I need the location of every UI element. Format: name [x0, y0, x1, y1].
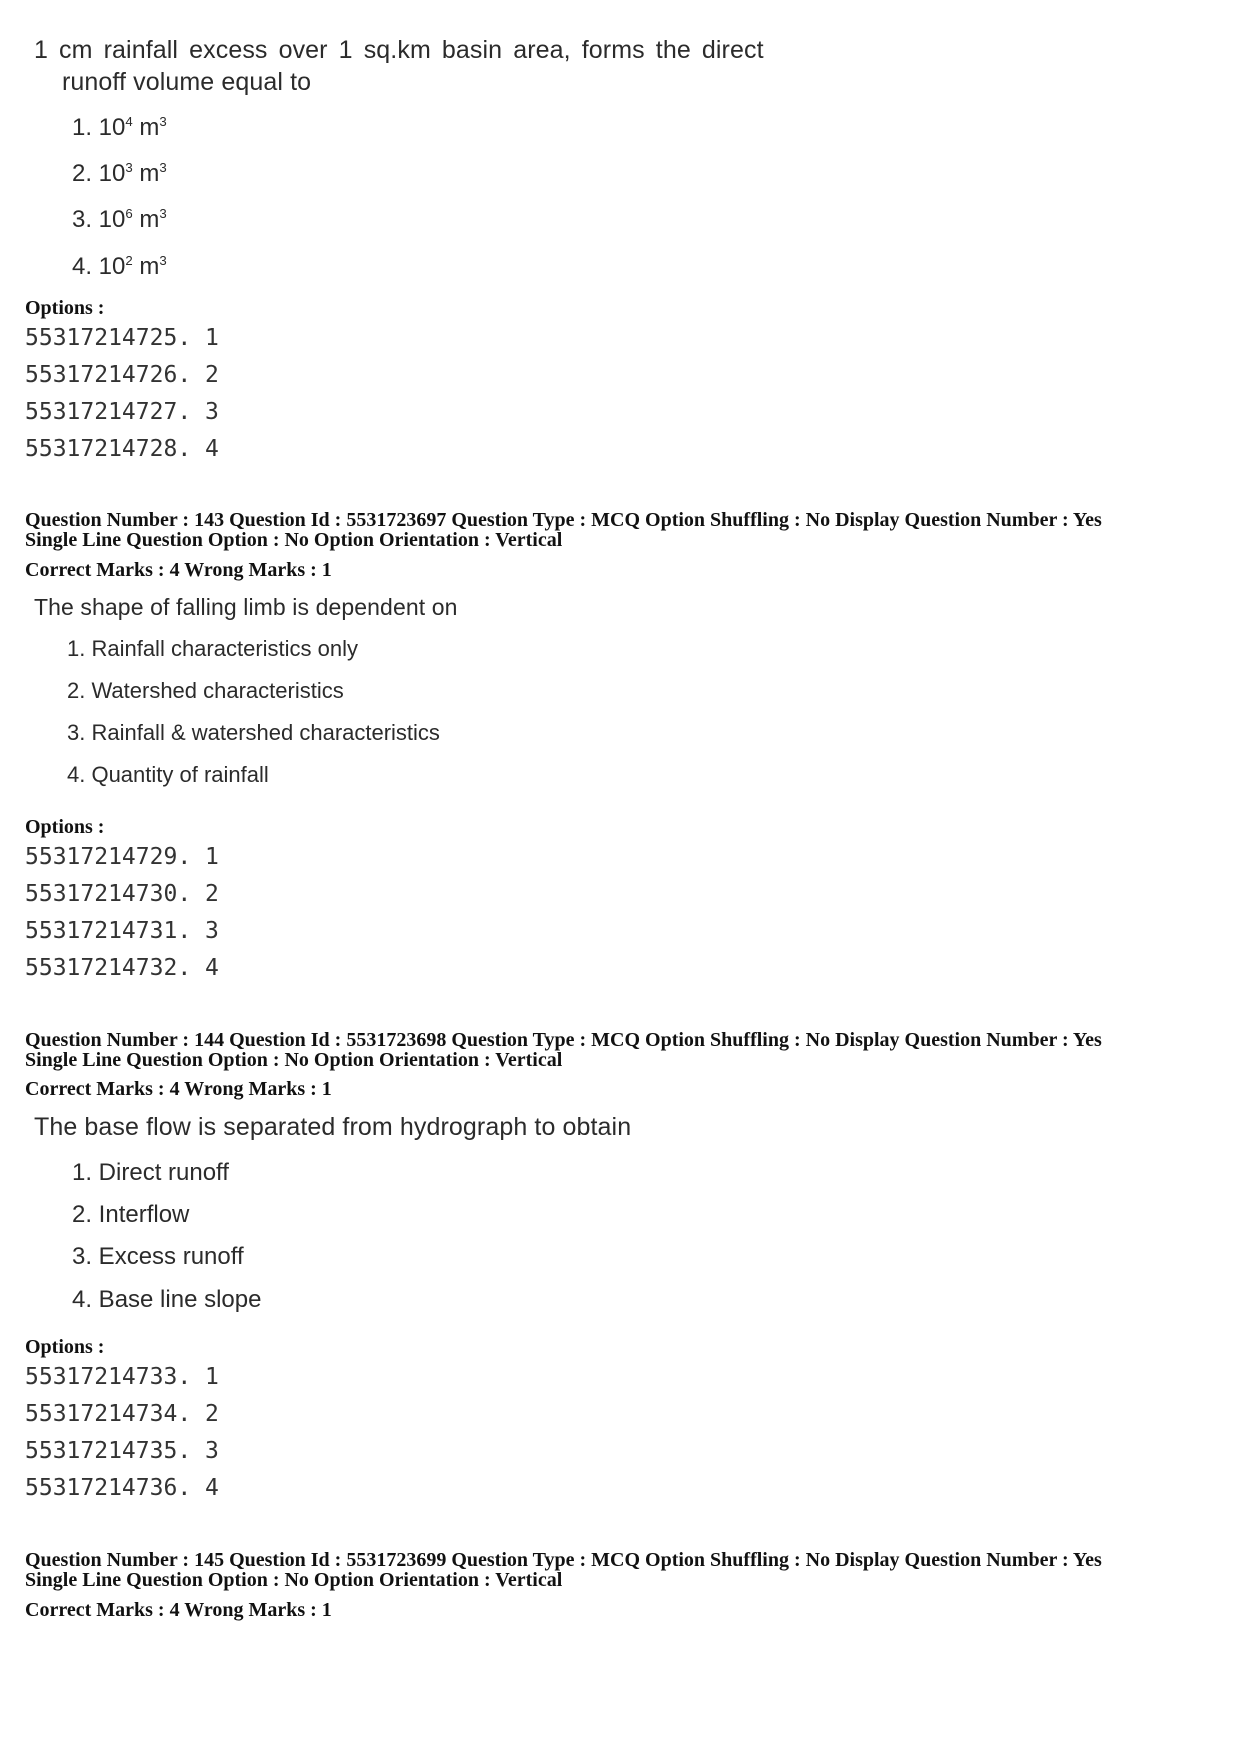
q144-meta-line2: Single Line Question Option : No Option Orientation : Vertical: [25, 1049, 563, 1071]
q143-option-1: 55317214729. 1: [25, 844, 219, 870]
q144-option-4: 55317214736. 4: [25, 1475, 219, 1501]
q142-choice-4: 4. $10^2$ $m^3$: [72, 252, 167, 280]
q143-option-4: 55317214732. 4: [25, 955, 219, 981]
q142-option-3: 55317214727. 3: [25, 399, 219, 425]
q142-choice-1: 1. $10^4$ $m^3$: [72, 113, 167, 141]
q144-choice-1: 1. Direct runoff: [72, 1159, 229, 1186]
q144-choice-3: 3. Excess runoff: [72, 1243, 244, 1270]
q144-choice-4: 4. Base line slope: [72, 1286, 262, 1313]
q145-marks: Correct Marks : 4 Wrong Marks : 1: [25, 1599, 332, 1621]
q144-option-3: 55317214735. 3: [25, 1438, 219, 1464]
q143-stem: The shape of falling limb is dependent on: [34, 594, 458, 620]
q142-stem-line2: runoff volume equal to: [62, 68, 312, 96]
q142-choice-2: 2. $10^3$ $m^3$: [72, 159, 167, 187]
q142-option-2: 55317214726. 2: [25, 362, 219, 388]
q143-options-label: Options :: [25, 816, 105, 838]
q143-choice-3: 3. Rainfall & watershed characteristics: [67, 720, 440, 745]
q143-choice-2: 2. Watershed characteristics: [67, 678, 344, 703]
q142-stem-line1: 1 cm rainfall excess over 1 sq.km basin area, forms the direct: [34, 36, 764, 64]
q144-choice-2: 2. Interflow: [72, 1201, 190, 1228]
q144-stem: The base flow is separated from hydrograph to obtain: [34, 1113, 632, 1141]
q144-option-1: 55317214733. 1: [25, 1364, 219, 1390]
q145-meta-line2: Single Line Question Option : No Option Orientation : Vertical: [25, 1569, 563, 1591]
q144-marks: Correct Marks : 4 Wrong Marks : 1: [25, 1078, 332, 1100]
q145-meta-line1: Question Number : 145 Question Id : 5531723699 Question Type : MCQ Option Shuffling : No Display Question Number : Yes: [25, 1549, 1102, 1571]
q143-choice-4: 4. Quantity of rainfall: [67, 762, 269, 787]
q142-option-4: 55317214728. 4: [25, 436, 219, 462]
q143-meta-line2: Single Line Question Option : No Option Orientation : Vertical: [25, 529, 563, 551]
q142-options-label: Options :: [25, 297, 105, 319]
q143-choice-1: 1. Rainfall characteristics only: [67, 636, 359, 661]
q143-option-2: 55317214730. 2: [25, 881, 219, 907]
q143-marks: Correct Marks : 4 Wrong Marks : 1: [25, 559, 332, 581]
q144-meta-line1: Question Number : 144 Question Id : 5531723698 Question Type : MCQ Option Shuffling : No Display Question Number : Yes: [25, 1029, 1102, 1051]
q142-option-1: 55317214725. 1: [25, 325, 219, 351]
q144-option-2: 55317214734. 2: [25, 1401, 219, 1427]
q143-option-3: 55317214731. 3: [25, 918, 219, 944]
q142-choice-3: 3. $10^6$ $m^3$: [72, 205, 167, 233]
q143-meta-line1: Question Number : 143 Question Id : 5531723697 Question Type : MCQ Option Shuffling : No Display Question Number : Yes: [25, 509, 1102, 531]
q144-options-label: Options :: [25, 1336, 105, 1358]
